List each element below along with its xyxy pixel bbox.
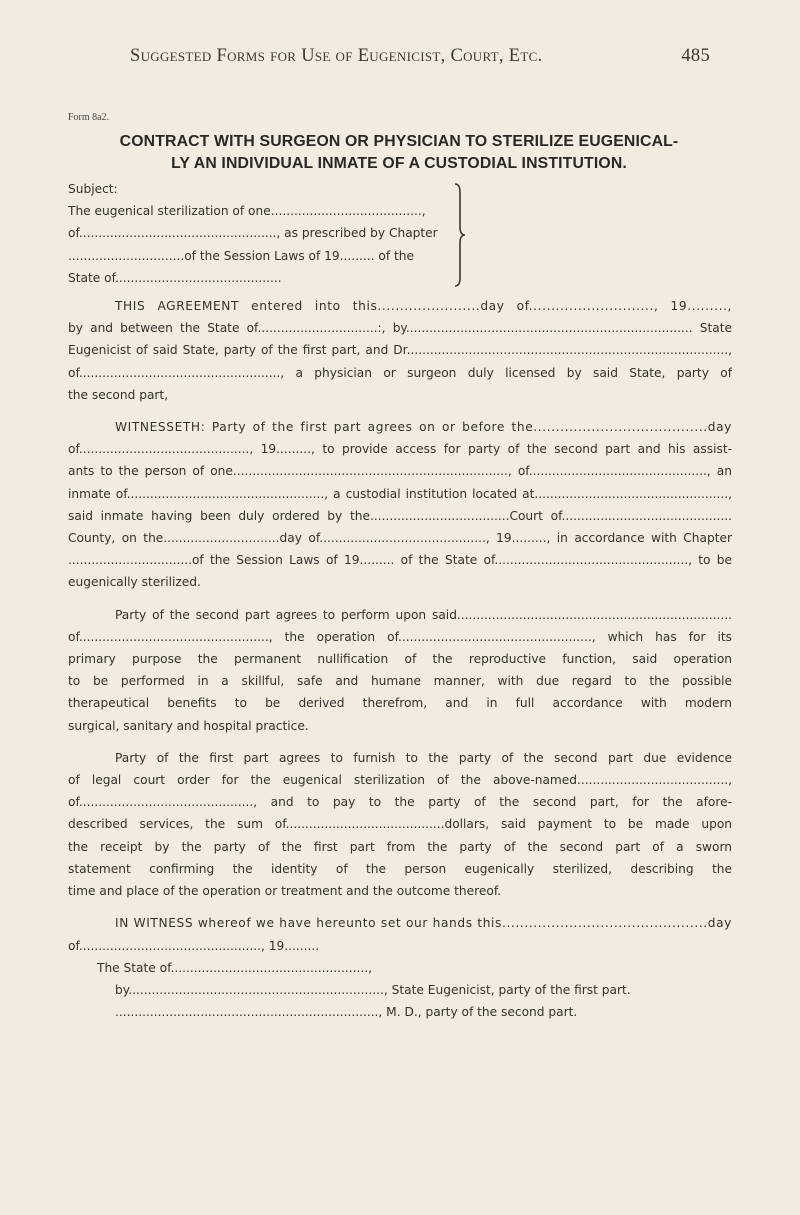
document-body [68, 178, 732, 1023]
second-party-line: of................................................., the operation of.................................................., which has for its [68, 629, 732, 644]
agreement-line: by and between the State of...............................:, by.......................................................................... State [68, 321, 732, 336]
signature-state-of: The State of..................................................., [97, 960, 372, 975]
subject-line: The eugenical sterilization of one......................................., [68, 204, 426, 219]
signature-block [68, 957, 732, 1024]
heading-line-1: CONTRACT WITH SURGEON OR PHYSICIAN TO STERILIZE EUGENICAL- [119, 133, 679, 150]
agreement-line: the second part, [68, 387, 169, 402]
witnesseth-line: County, on the..............................day of..........................................., 19........., in accordance with Chapter [68, 531, 732, 546]
second-party-line: to be performed in a skillful, safe and humane manner, with due regard to the possible [68, 674, 732, 689]
first-party-line: of legal court order for the eugenical sterilization of the above-named......................................., [68, 773, 732, 788]
second-party-line: primary purpose the permanent nullification of the reproductive function, said operation [68, 652, 732, 667]
first-party-line: time and place of the operation or treatment and the outcome thereof. [68, 884, 502, 899]
subject-block [68, 178, 508, 289]
first-party-line: Party of the first part agrees to furnish to the party of the second part due evidence [115, 750, 732, 765]
heading-line-2: LY AN INDIVIDUAL INMATE OF A CUSTODIAL INSTITUTION. [171, 155, 627, 172]
second-party-paragraph [68, 604, 732, 737]
first-party-line: of............................................., and to pay to the party of the second part, for the afore- [68, 795, 732, 810]
in-witness-line: of..............................................., 19......... [68, 938, 320, 953]
in-witness-line: IN WITNESS whereof we have hereunto set our hands this..............................................day [115, 916, 732, 931]
page-number: 485 [681, 46, 710, 66]
subject-line: ..............................of the Session Laws of 19......... of the [68, 248, 415, 263]
agreement-line: of...................................................., a physician or surgeon duly licensed by said State, party of [68, 365, 732, 380]
witnesseth-line: eugenically sterilized. [68, 575, 201, 590]
second-party-line: Party of the second part agrees to perform upon said....................................................................... [115, 607, 732, 622]
first-party-line: the receipt by the party of the first part from the party of the second part of a sworn [68, 839, 732, 854]
witnesseth-line: WITNESSETH: Party of the first part agrees on or before the.......................................day [115, 420, 732, 435]
document-heading [66, 131, 732, 175]
witnesseth-line: ................................of the Session Laws of 19......... of the State of.................................................., to be [68, 553, 732, 568]
in-witness-paragraph [68, 912, 732, 956]
signature-state-eugenicist: by.................................................................., State Eugenicist, party of the first part. [115, 982, 631, 997]
witnesseth-line: of............................................, 19........., to provide access for party of the second part and his assist- [68, 442, 732, 457]
witnesseth-line: said inmate having been duly ordered by the....................................Court of............................................ [68, 508, 732, 523]
second-party-line: therapeutical benefits to be derived therefrom, and in full accordance with modern [68, 696, 732, 711]
right-brace-icon [453, 182, 471, 288]
signature-physician: ...................................................................., M. D., party of the second part. [115, 1005, 578, 1020]
first-party-line: statement confirming the identity of the person eugenically sterilized, describing the [68, 861, 732, 876]
subject-label: Subject: [68, 182, 118, 196]
subject-line: State of........................................... [68, 270, 282, 285]
running-head [130, 46, 710, 67]
agreement-line: THIS AGREEMENT entered into this.......................day of............................, 19........., [115, 299, 732, 314]
witnesseth-paragraph [68, 416, 732, 594]
second-party-line: surgical, sanitary and hospital practice. [68, 718, 309, 733]
running-head-title: Suggested Forms for Use of Eugenicist, Court, Etc. [130, 46, 543, 66]
first-party-paragraph [68, 747, 732, 902]
witnesseth-line: ants to the person of one......................................................................., of.............................................., an [68, 464, 732, 479]
first-party-line: described services, the sum of.........................................dollars, said payment to be made upon [68, 817, 732, 832]
subject-line: of..................................................., as prescribed by Chapter [68, 226, 438, 241]
form-number: Form 8a2. [68, 112, 110, 123]
agreement-line: Eugenicist of said State, party of the first part, and Dr..................................................................................., [68, 343, 732, 358]
witnesseth-line: inmate of..................................................., a custodial institution located at.................................................., [68, 486, 732, 501]
agreement-paragraph [68, 295, 732, 406]
